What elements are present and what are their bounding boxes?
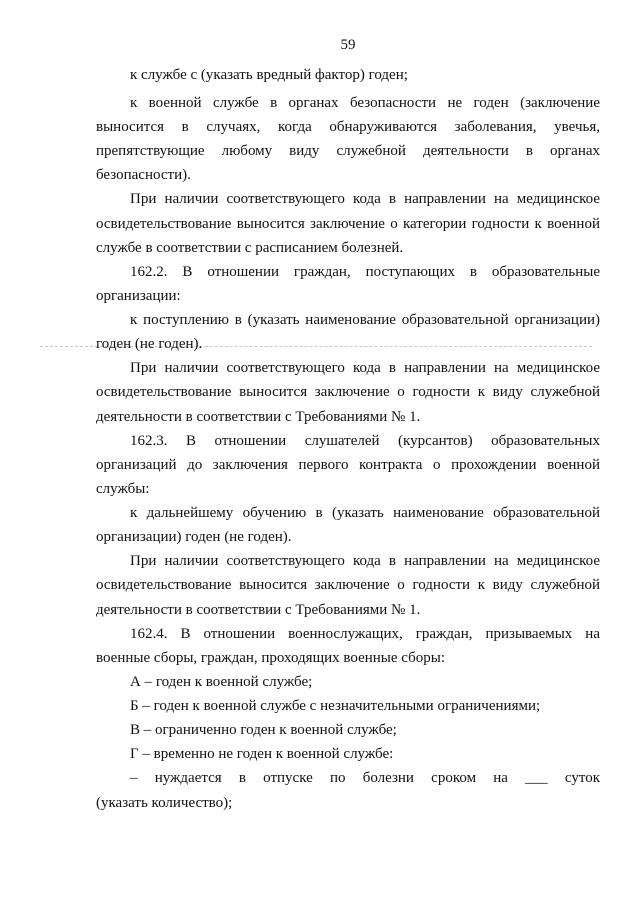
item-sick-leave xyxy=(96,766,600,814)
section-162-2-heading xyxy=(96,260,600,308)
text-line: При наличии соответствующего кода в направлении на медицинское xyxy=(130,553,600,570)
text-line: освидетельствование выносится заключение о годности к виду служебной xyxy=(96,384,600,401)
text-line: службы: xyxy=(96,480,150,497)
text-line: деятельности в соответствии с Требованиями № 1. xyxy=(96,408,421,425)
text-line: организаций до заключения первого контракта о прохождении военной xyxy=(96,456,600,473)
text-line: А – годен к военной службе; xyxy=(130,673,313,690)
item-service-harmful-factor xyxy=(96,63,600,87)
category-b xyxy=(96,694,600,718)
text-line: освидетельствование выносится заключение о годности к виду служебной xyxy=(96,577,600,594)
text-line: (указать количество); xyxy=(96,794,233,811)
text-line: организации: xyxy=(96,287,181,304)
page-number: 59 xyxy=(340,37,356,53)
text-line: годен (не годен). xyxy=(96,336,203,353)
section-162-3-heading xyxy=(96,429,600,501)
category-v xyxy=(96,718,600,742)
document-body xyxy=(96,63,600,815)
note-fitness-category xyxy=(96,187,600,259)
text-line: выносится в случаях, когда обнаруживаются заболевания, увечья, xyxy=(96,119,600,136)
item-security-service-unfit xyxy=(96,91,600,188)
text-line: Г – временно не годен к военной службе: xyxy=(130,746,394,763)
text-line: службе в соответствии с расписанием болезней. xyxy=(96,239,404,256)
category-g xyxy=(96,742,600,766)
text-line: – нуждается в отпуске по болезни сроком на ___ суток xyxy=(130,770,600,787)
note-162-3 xyxy=(96,549,600,621)
text-line: В – ограниченно годен к военной службе; xyxy=(130,722,397,739)
text-line: к дальнейшему обучению в (указать наименование образовательной xyxy=(130,505,600,522)
text-line: организации) годен (не годен). xyxy=(96,529,292,546)
text-line: безопасности). xyxy=(96,167,191,184)
item-admission-fitness xyxy=(96,308,600,356)
text-line: к военной службе в органах безопасности не годен (заключение xyxy=(130,94,600,111)
text-line: препятствующие любому виду служебной деятельности в органах xyxy=(96,143,600,160)
text-line: освидетельствование выносится заключение о категории годности к военной xyxy=(96,215,600,232)
text-line: 162.4. В отношении военнослужащих, граждан, призываемых на xyxy=(130,625,600,642)
text-line: При наличии соответствующего кода в направлении на медицинское xyxy=(130,191,600,208)
text-line: военные сборы, граждан, проходящих военные сборы: xyxy=(96,649,445,666)
text-line: к поступлению в (указать наименование образовательной организации) xyxy=(130,312,600,329)
text-line: к службе с (указать вредный фактор) годен; xyxy=(130,67,408,83)
category-a xyxy=(96,670,600,694)
text-line: деятельности в соответствии с Требованиями № 1. xyxy=(96,601,421,618)
note-162-2 xyxy=(96,356,600,428)
item-further-training xyxy=(96,501,600,549)
text-line: При наличии соответствующего кода в направлении на медицинское xyxy=(130,360,600,377)
text-line: 162.2. В отношении граждан, поступающих в образовательные xyxy=(130,263,600,280)
section-162-4-heading xyxy=(96,622,600,670)
text-line: Б – годен к военной службе с незначительными ограничениями; xyxy=(130,698,541,715)
text-line: 162.3. В отношении слушателей (курсантов) образовательных xyxy=(130,432,600,449)
